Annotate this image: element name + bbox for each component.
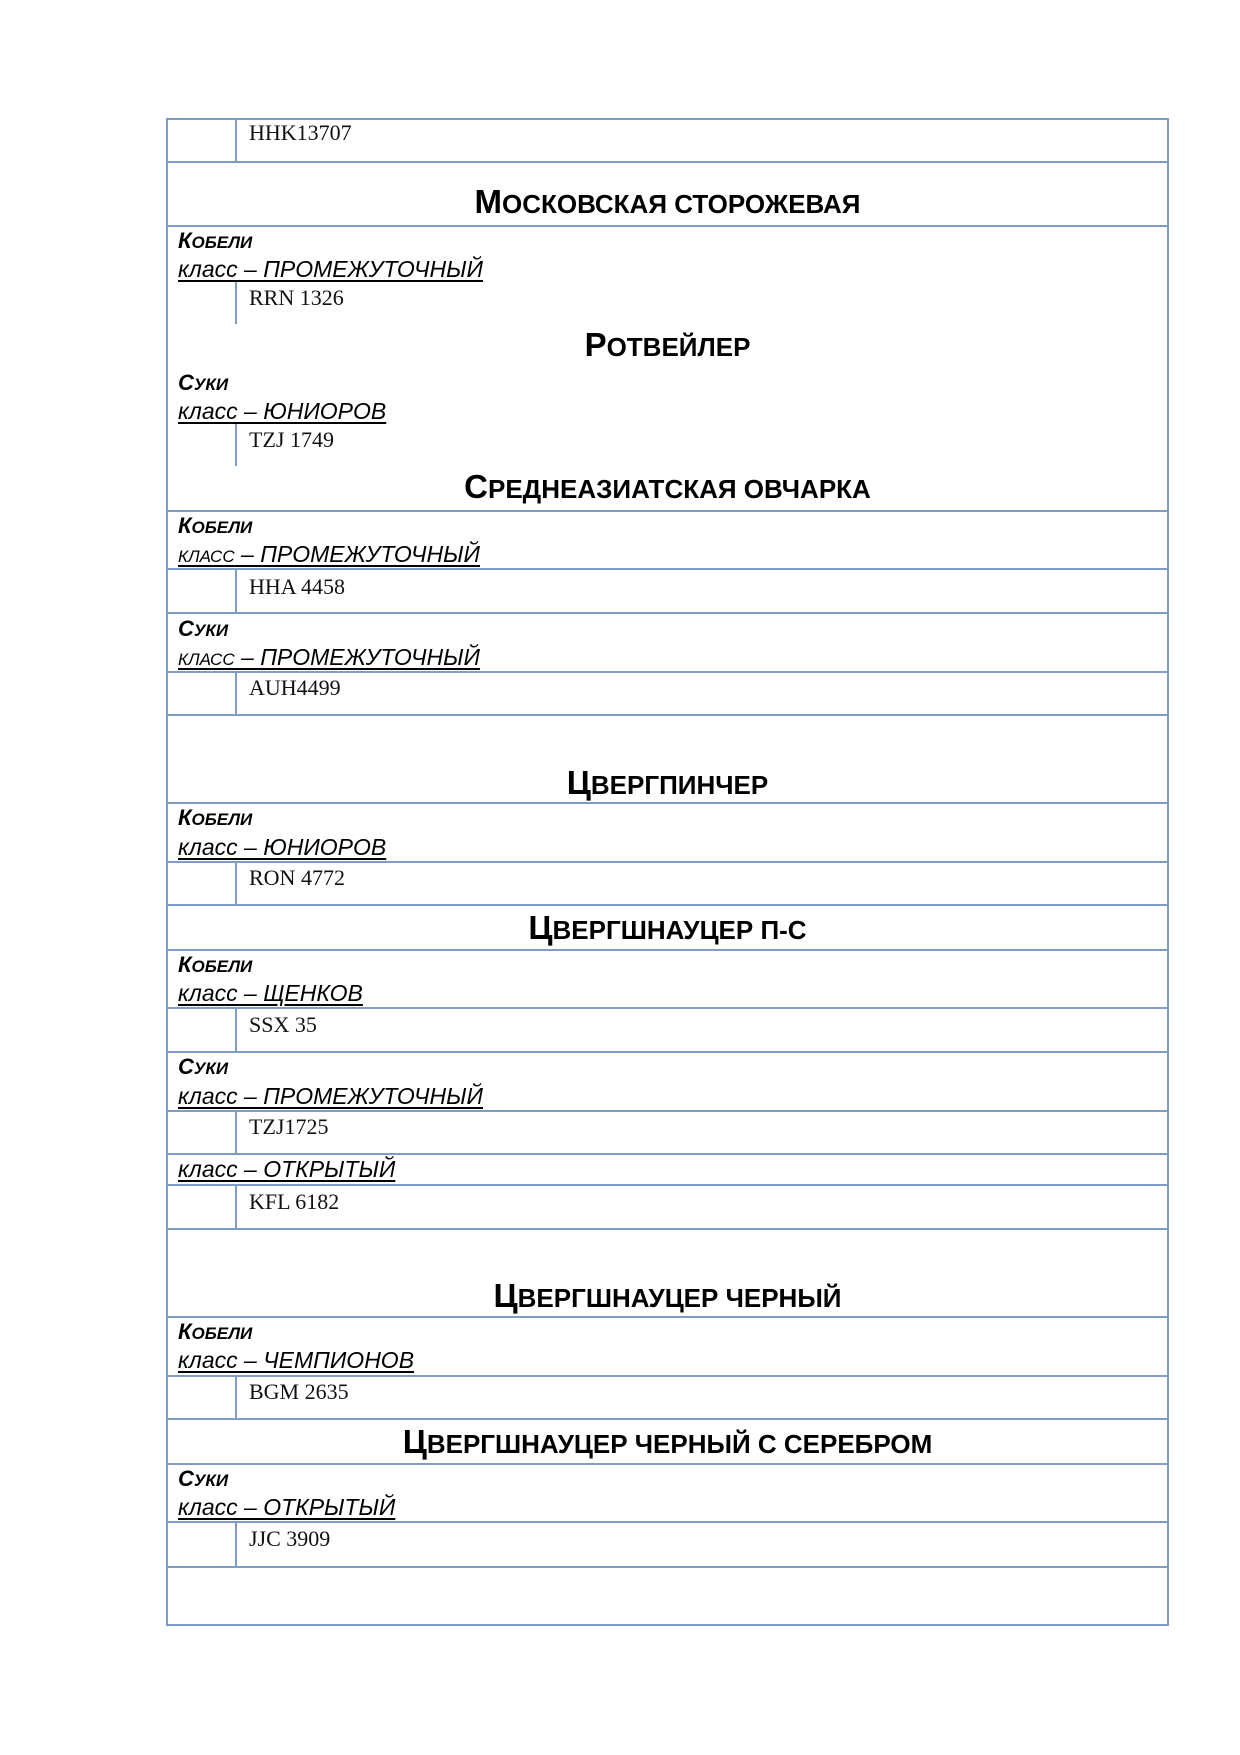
sex-label: КОБЕЛИ bbox=[178, 1319, 253, 1344]
number-cell-divider bbox=[235, 1521, 237, 1566]
class-label: КЛАСС – ПРОМЕЖУТОЧНЫЙ bbox=[178, 541, 480, 567]
row-divider bbox=[166, 1153, 1169, 1155]
number-cell-divider bbox=[235, 1375, 237, 1418]
row-divider bbox=[166, 1228, 1169, 1230]
breed-heading: ЦВЕРГШНАУЦЕР ЧЕРНЫЙ С СЕРЕБРОМ bbox=[402, 1423, 933, 1460]
breed-heading: РОТВЕЙЛЕР bbox=[584, 326, 751, 363]
row-divider bbox=[166, 161, 1169, 163]
sex-label: СУКИ bbox=[178, 370, 229, 395]
class-label: класс – ПРОМЕЖУТОЧНЫЙ bbox=[178, 1083, 483, 1109]
number-cell-divider bbox=[235, 1110, 237, 1153]
entry-number: TZJ 1749 bbox=[249, 427, 334, 452]
row-divider bbox=[166, 1007, 1169, 1009]
entry-number: HHA 4458 bbox=[249, 574, 345, 599]
number-cell-divider bbox=[235, 671, 237, 714]
row-divider bbox=[166, 1375, 1169, 1377]
row-divider bbox=[166, 1051, 1169, 1053]
row-divider bbox=[166, 1316, 1169, 1318]
row-divider bbox=[166, 904, 1169, 906]
entry-number: JJC 3909 bbox=[249, 1526, 331, 1551]
row-divider bbox=[166, 1463, 1169, 1465]
number-cell-divider bbox=[235, 281, 237, 324]
number-cell-divider bbox=[235, 568, 237, 612]
class-label: класс – ЮНИОРОВ bbox=[178, 834, 387, 860]
sex-label: КОБЕЛИ bbox=[178, 805, 253, 830]
entry-number: BGM 2635 bbox=[249, 1379, 349, 1404]
row-divider bbox=[166, 714, 1169, 716]
number-cell-divider bbox=[235, 861, 237, 904]
breed-heading: МОСКОВСКАЯ СТОРОЖЕВАЯ bbox=[474, 183, 861, 220]
row-divider bbox=[166, 1110, 1169, 1112]
number-cell-divider bbox=[235, 1007, 237, 1051]
entry-number: RON 4772 bbox=[249, 865, 345, 890]
sex-label: СУКИ bbox=[178, 616, 229, 641]
entry-number: AUH4499 bbox=[249, 675, 341, 700]
number-cell-divider bbox=[235, 1184, 237, 1228]
row-divider bbox=[166, 1566, 1169, 1568]
entry-number: KFL 6182 bbox=[249, 1189, 340, 1214]
row-divider bbox=[166, 612, 1169, 614]
row-divider bbox=[166, 1521, 1169, 1523]
row-divider bbox=[166, 1418, 1169, 1420]
breed-heading: СРЕДНЕАЗИАТСКАЯ ОВЧАРКА bbox=[464, 468, 871, 505]
number-cell-divider bbox=[235, 118, 237, 161]
number-cell-divider bbox=[235, 423, 237, 466]
breed-heading: ЦВЕРГПИНЧЕР bbox=[566, 764, 769, 801]
class-label: класс – ЩЕНКОВ bbox=[178, 980, 363, 1006]
class-label: класс – ОТКРЫТЫЙ bbox=[178, 1494, 396, 1520]
sex-label: СУКИ bbox=[178, 1466, 229, 1491]
class-label: КЛАСС – ПРОМЕЖУТОЧНЫЙ bbox=[178, 644, 480, 670]
entry-number: SSX 35 bbox=[249, 1012, 317, 1037]
breed-heading: ЦВЕРГШНАУЦЕР ЧЕРНЫЙ bbox=[493, 1277, 842, 1314]
class-label: класс – ПРОМЕЖУТОЧНЫЙ bbox=[178, 256, 483, 282]
class-label: класс – ЮНИОРОВ bbox=[178, 398, 387, 424]
sex-label: СУКИ bbox=[178, 1054, 229, 1079]
row-divider bbox=[166, 949, 1169, 951]
row-divider bbox=[166, 225, 1169, 227]
class-label: класс – ОТКРЫТЫЙ bbox=[178, 1156, 396, 1182]
row-divider bbox=[166, 510, 1169, 512]
entry-number: HHK13707 bbox=[249, 120, 352, 145]
entry-number: RRN 1326 bbox=[249, 285, 344, 310]
class-label: класс – ЧЕМПИОНОВ bbox=[178, 1347, 415, 1373]
sex-label: КОБЕЛИ bbox=[178, 952, 253, 977]
entry-number: TZJ1725 bbox=[249, 1114, 329, 1139]
row-divider bbox=[166, 1184, 1169, 1186]
sex-label: КОБЕЛИ bbox=[178, 513, 253, 538]
row-divider bbox=[166, 861, 1169, 863]
sex-label: КОБЕЛИ bbox=[178, 228, 253, 253]
breed-heading: ЦВЕРГШНАУЦЕР П-С bbox=[528, 909, 807, 946]
